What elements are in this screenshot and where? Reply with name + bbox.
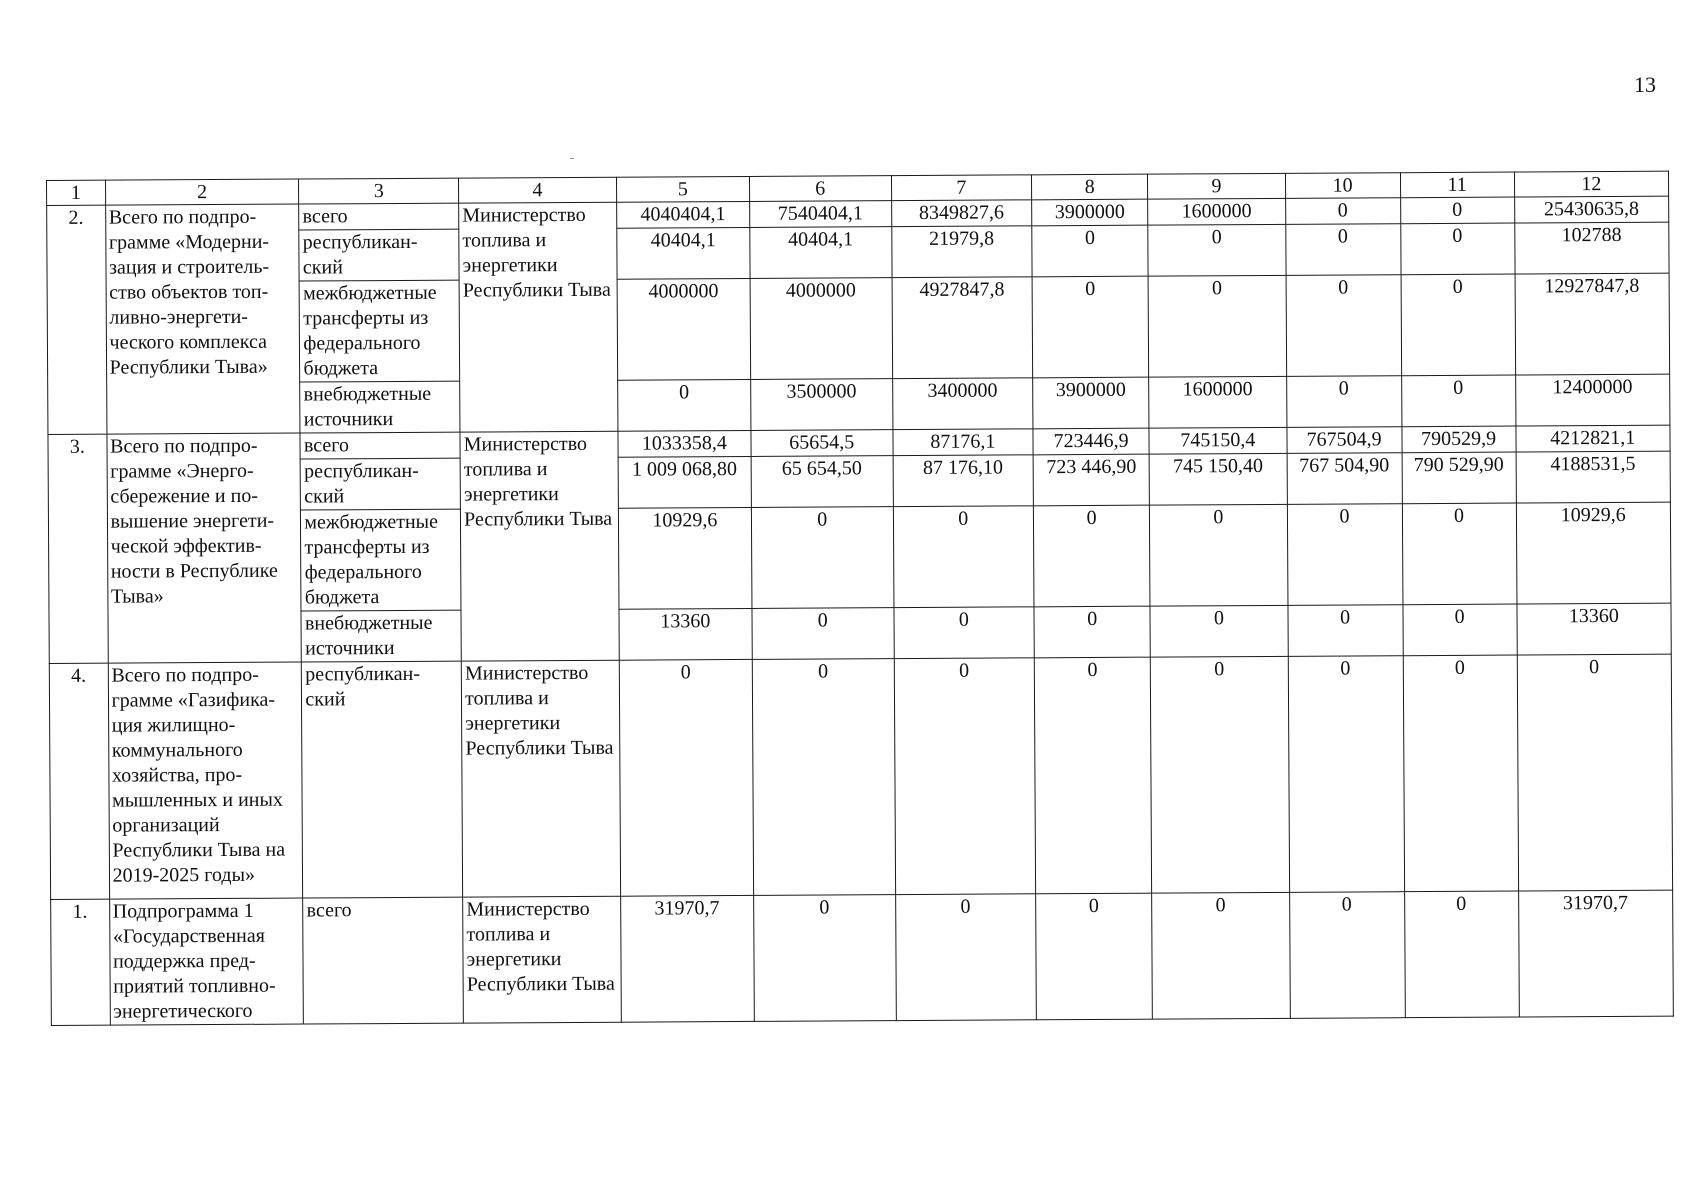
funding-source: внебюджетные источники (301, 610, 461, 662)
header-cell: 6 (749, 176, 891, 202)
value-cell: 790 529,90 (1402, 452, 1516, 504)
program-name: Всего по подпро-грамме «Энерго-сбережение и по-вышение энергети-ческой эффектив-ности в Республике Тыва» (107, 433, 302, 663)
value-cell: 767504,9 (1286, 427, 1401, 454)
value-cell: 1 009 068,80 (618, 456, 751, 508)
value-cell: 0 (894, 658, 1036, 895)
value-cell: 3900000 (1032, 199, 1148, 226)
header-cell: 4 (459, 177, 617, 203)
value-cell: 40404,1 (617, 227, 750, 279)
value-cell: 1033358,4 (618, 430, 751, 457)
value-cell: 0 (1148, 224, 1286, 276)
header-cell: 10 (1285, 173, 1400, 199)
value-cell: 0 (752, 659, 895, 896)
value-cell: 31970,7 (1518, 890, 1673, 1017)
value-cell: 10929,6 (1516, 502, 1671, 604)
program-name: Всего по подпро-грамме «Модерни-зация и строитель-ство объектов топ-ливно-энергети-ческого комплекса Республики Тыва» (105, 204, 300, 434)
value-cell: 87176,1 (892, 429, 1033, 456)
funding-source: внебюджетные источники (300, 381, 460, 433)
program-name: Подпрограмма 1 «Государственная поддержка пред-приятий топливно-энергетического (109, 898, 304, 1025)
value-cell: 4000000 (750, 278, 892, 380)
value-cell: 0 (752, 608, 894, 660)
funding-source: республикан-ский (299, 229, 459, 281)
value-cell: 0 (1285, 224, 1400, 276)
header-cell: 5 (616, 176, 749, 202)
value-cell: 767 504,90 (1287, 453, 1402, 505)
value-cell: 7540404,1 (750, 201, 892, 228)
funding-source: всего (303, 897, 463, 1024)
funding-source: республикан-ский (302, 661, 463, 898)
row-index: 4. (49, 663, 109, 899)
value-cell: 790529,9 (1402, 426, 1516, 453)
table-row (51, 890, 1674, 1025)
value-cell: 0 (1404, 891, 1519, 1018)
value-cell: 8349827,6 (891, 200, 1032, 227)
value-cell: 0 (1403, 604, 1517, 656)
value-cell: 65654,5 (751, 430, 893, 457)
value-cell: 0 (893, 607, 1034, 659)
scan-speck (570, 158, 574, 159)
table-row (49, 654, 1672, 899)
value-cell: 0 (1033, 505, 1150, 607)
value-cell: 0 (1148, 275, 1286, 377)
program-name: Всего по подпро-грамме «Газифика-ция жилищно-коммунального хозяйства, про-мышленных и иных организаций Республики Тыва на 2019-2025 годы» (108, 662, 303, 899)
funding-source: межбюджетные трансферты из федерального бюджета (301, 509, 461, 611)
value-cell: 0 (1286, 376, 1401, 428)
funding-source: межбюджетные трансферты из федерального бюджета (299, 280, 459, 382)
value-cell: 4188531,5 (1516, 451, 1671, 503)
header-cell: 3 (299, 178, 459, 204)
value-cell: 0 (893, 506, 1034, 608)
value-cell: 0 (1036, 893, 1153, 1020)
value-cell: 745150,4 (1149, 427, 1287, 454)
page-number: 13 (1634, 72, 1656, 97)
value-cell: 25430635,8 (1514, 196, 1669, 223)
value-cell: 0 (617, 379, 750, 431)
executor: Министерство топлива и энергетики Республики Тыва (461, 660, 620, 897)
value-cell: 0 (1289, 892, 1405, 1019)
value-cell: 40404,1 (750, 227, 892, 279)
value-cell: 0 (1150, 605, 1288, 657)
value-cell: 31970,7 (620, 895, 754, 1022)
value-cell: 745 150,40 (1149, 453, 1287, 505)
value-cell: 4040404,1 (616, 201, 749, 228)
value-cell: 0 (1403, 655, 1518, 892)
value-cell: 87 176,10 (893, 455, 1034, 507)
value-cell: 0 (1400, 223, 1514, 275)
value-cell: 12400000 (1515, 374, 1670, 426)
value-cell: 13360 (1516, 603, 1671, 655)
header-cell: 7 (891, 175, 1032, 201)
header-cell: 9 (1148, 173, 1286, 199)
value-cell: 1600000 (1148, 198, 1286, 225)
value-cell: 3900000 (1033, 377, 1149, 429)
value-cell: 0 (1150, 656, 1289, 893)
value-cell: 0 (1401, 274, 1516, 376)
value-cell: 0 (751, 507, 893, 609)
header-cell: 1 (47, 180, 106, 205)
value-cell: 0 (1287, 504, 1403, 606)
value-cell: 0 (1152, 892, 1290, 1019)
budget-table (46, 171, 1674, 1026)
header-cell: 12 (1514, 171, 1669, 197)
value-cell: 0 (1517, 654, 1673, 891)
value-cell: 0 (1288, 605, 1403, 657)
funding-source: всего (299, 203, 459, 230)
value-cell: 0 (1034, 606, 1150, 658)
value-cell: 0 (1034, 657, 1151, 894)
value-cell: 4927847,8 (892, 277, 1033, 379)
value-cell: 0 (1150, 504, 1288, 606)
header-cell: 8 (1032, 174, 1148, 200)
row-index: 2. (47, 205, 107, 434)
value-cell: 12927847,8 (1515, 273, 1670, 375)
value-cell: 65 654,50 (751, 456, 893, 508)
executor: Министерство топлива и энергетики Республики Тыва (463, 896, 621, 1023)
value-cell: 3500000 (751, 379, 893, 431)
executor: Министерство топлива и энергетики Республики Тыва (459, 202, 618, 432)
row-index: 1. (51, 899, 110, 1025)
value-cell: 4000000 (617, 278, 751, 380)
executor: Министерство топлива и энергетики Республики Тыва (460, 431, 619, 661)
funding-source: всего (300, 432, 460, 459)
value-cell: 4212821,1 (1515, 425, 1670, 452)
value-cell: 10929,6 (618, 507, 752, 609)
value-cell: 0 (1286, 275, 1402, 377)
value-cell: 0 (1032, 225, 1148, 277)
value-cell: 13360 (619, 608, 752, 660)
value-cell: 0 (1402, 503, 1517, 605)
value-cell: 21979,8 (891, 226, 1032, 278)
value-cell: 723446,9 (1033, 428, 1149, 455)
value-cell: 0 (619, 659, 753, 896)
funding-source: республикан-ский (301, 458, 461, 510)
header-cell: 2 (105, 179, 299, 205)
value-cell: 0 (1288, 656, 1404, 893)
value-cell: 0 (1400, 197, 1514, 224)
value-cell: 0 (1401, 375, 1515, 427)
value-cell: 0 (895, 894, 1036, 1021)
row-index: 3. (48, 434, 108, 663)
value-cell: 0 (754, 895, 896, 1022)
value-cell: 3400000 (892, 378, 1033, 430)
value-cell: 102788 (1514, 222, 1669, 274)
value-cell: 1600000 (1149, 376, 1287, 428)
value-cell: 0 (1285, 198, 1400, 225)
value-cell: 0 (1032, 276, 1149, 378)
value-cell: 723 446,90 (1033, 454, 1149, 506)
header-cell: 11 (1400, 172, 1514, 198)
